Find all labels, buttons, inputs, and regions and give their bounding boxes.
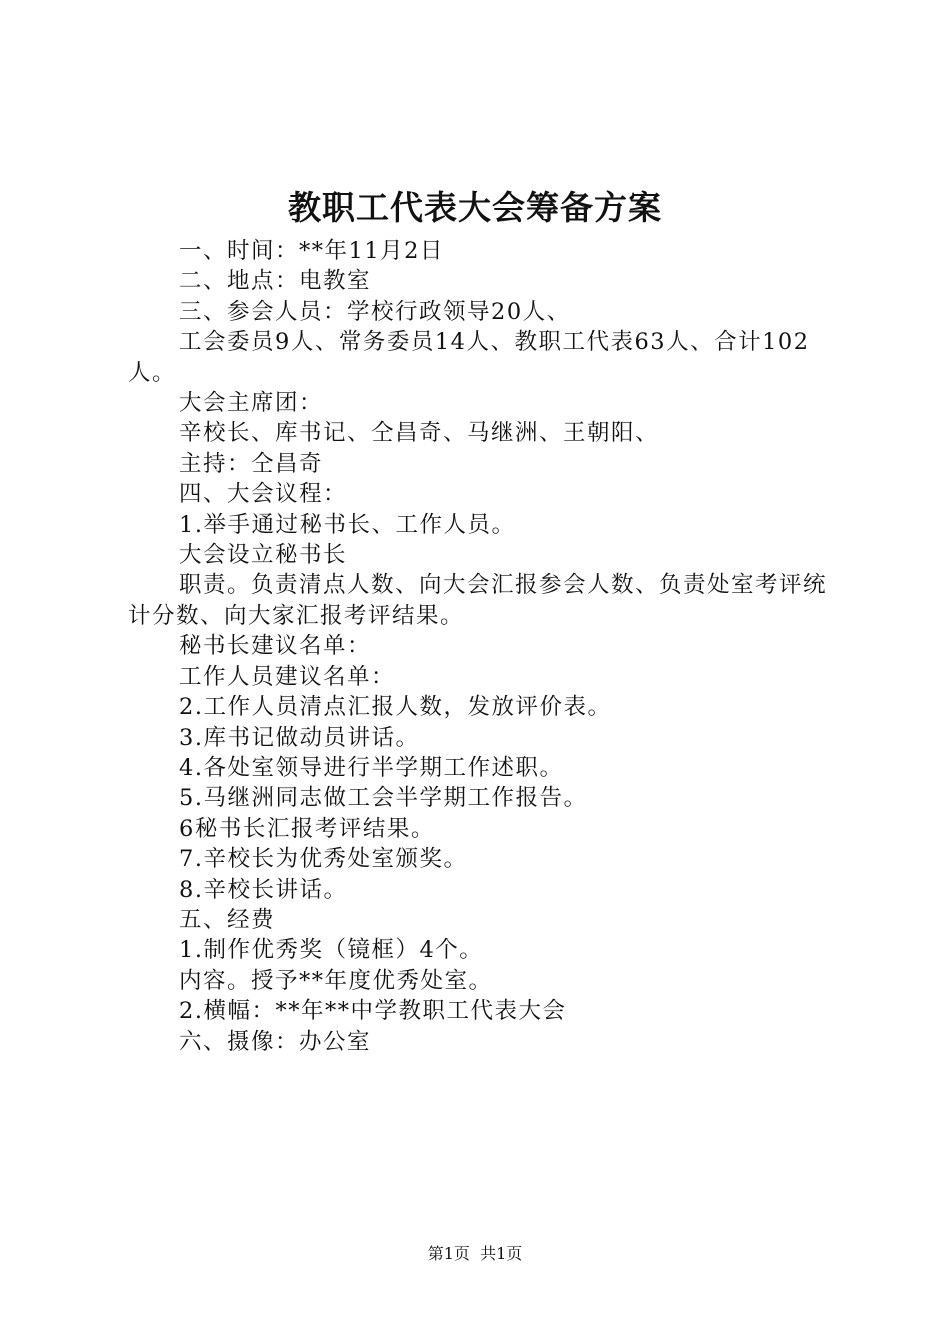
section-agenda: 四、大会议程： [179,481,348,508]
section-time: 一、时间：**年11月2日 [179,238,444,264]
section-attendees: 三、参会人员：学校行政领导20人、 [179,298,571,325]
agenda-item: 4.各处室领导进行半学期工作述职。 [179,754,564,781]
staff-nominees: 工作人员建议名单： [179,663,396,690]
document-body [128,236,838,1057]
budget-item: 2.横幅：**年**中学教职工代表大会 [179,998,567,1025]
agenda-item: 6秘书长汇报考评结果。 [179,815,435,842]
attendees-detail: 工会委员9人、常务委员14人、教职工代表63人、合计102人。 [128,329,810,386]
secretary-general-nominees: 秘书长建议名单： [179,633,372,660]
section-budget: 五、经费 [179,906,276,933]
host: 主持：仝昌奇 [179,450,324,477]
section-location: 二、地点：电教室 [179,268,372,295]
presidium-members: 辛校长、库书记、仝昌奇、马继洲、王朝阳、 [179,420,660,447]
budget-item-detail: 内容。授予**年度优秀处室。 [179,967,493,994]
page-footer: 第1页 共1页 [427,1244,523,1263]
document-title: 教职工代表大会筹备方案 [288,188,662,227]
agenda-item: 7.辛校长为优秀处室颁奖。 [179,846,468,873]
budget-item: 1.制作优秀奖（镜框）4个。 [179,937,484,964]
secretary-general-duties: 职责。负责清点人数、向大会汇报参会人数、负责处室考评统计分数、向大家汇报考评结果。 [128,572,828,629]
agenda-item: 3.库书记做动员讲话。 [179,724,420,751]
agenda-item: 1.举手通过秘书长、工作人员。 [179,511,516,538]
section-photography: 六、摄像：办公室 [179,1028,372,1055]
presidium-heading: 大会主席团： [179,390,324,417]
agenda-item: 5.马继洲同志做工会半学期工作报告。 [179,785,588,812]
agenda-item: 8.辛校长讲话。 [179,876,348,903]
agenda-item: 2.工作人员清点汇报人数，发放评价表。 [179,694,612,721]
secretary-general-setup: 大会设立秘书长 [179,542,348,569]
